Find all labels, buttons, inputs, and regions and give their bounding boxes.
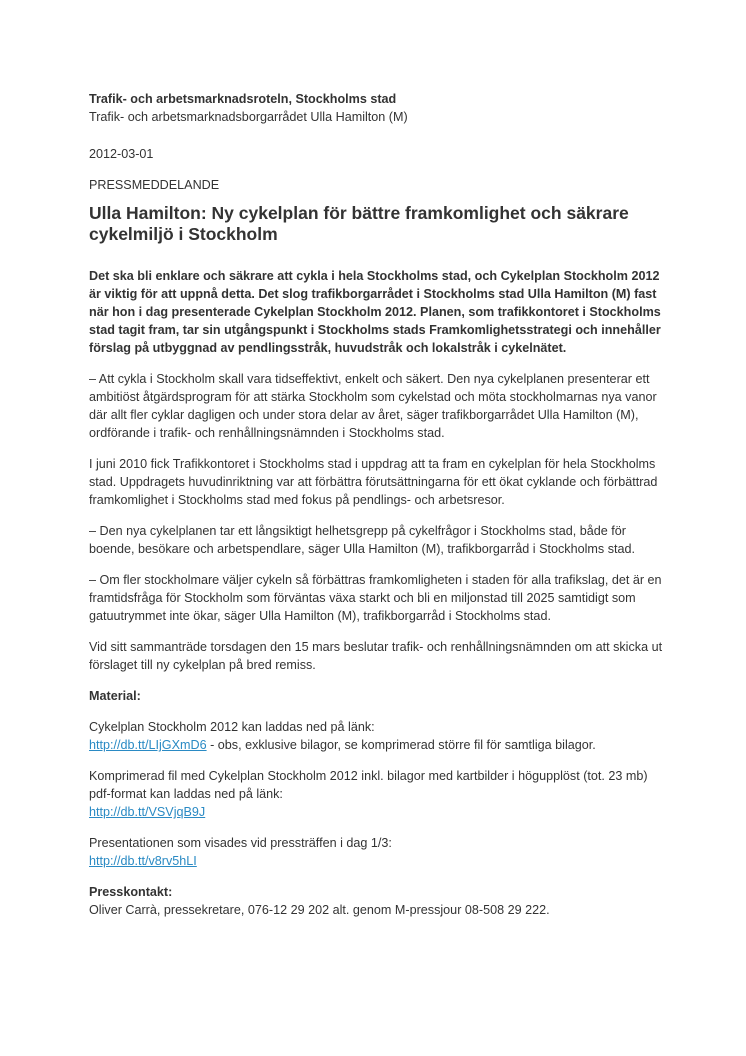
body-paragraph: Vid sitt sammanträde torsdagen den 15 mars beslutar trafik- och renhållningsnämnden om att skicka ut förslaget till ny cykelplan på bred remiss. [89, 640, 663, 672]
body-paragraph: I juni 2010 fick Trafikkontoret i Stockholms stad i uppdrag att ta fram en cykelplan för hela Stockholms stad. Uppdragets huvudinriktning var att förbättra förutsättningarna för ett ökat cyklande och förbättrad framkomlighet i Stockholms stad med fokus på pendlings- och arbetsresor. [89, 457, 658, 507]
body-paragraph: – Den nya cykelplanen tar ett långsiktigt helhetsgrepp på cykelfrågor i Stockholms stad, både för boende, besökare och arbetspendlare, säger Ulla Hamilton (M), trafikborgarråd i Stockholms stad. [89, 524, 635, 556]
lead-paragraph: Det ska bli enklare och säkrare att cykla i hela Stockholms stad, och Cykelplan Stockholm 2012 är viktig för att uppnå detta. Det slog trafikborgarrådet i Stockholms stad Ulla Hamilton (M) fast när hon i dag presenterade Cykelplan Stockholm 2012. Planen, som trafikkontoret i Stockholms stad tagit fram, tar sin utgångspunkt i Stockholms stads Framkomlighetsstrategi och innehåller förslag på utbyggnad av pendlingsstråk, huvudstråk och lokalstråk i cykelnätet. [89, 269, 661, 355]
material-item-line [89, 736, 669, 754]
body-paragraph: – Att cykla i Stockholm skall vara tidseffektivt, enkelt och säkert. Den nya cykelplanen presenterar ett ambitiöst åtgärdsprogram för att stärka Stockholm som cykelstad och möta stockholmarnas nya vanor där allt fler cyklar dagligen och under stora delar av året, säger trafikborgarrådet Ulla Hamilton (M), ordförande i trafik- och renhållningsnämnden i Stockholms stad. [89, 372, 657, 440]
body-paragraph: – Om fler stockholmare väljer cykeln så förbättras framkomligheten i staden för alla trafikslag, det är en framtidsfråga för Stockholm som förväntas växa starkt och bli en miljonstad till 2025 samtidigt som gatuutrymmet inte ökar, säger Ulla Hamilton (M), trafikborgarråd i Stockholms stad. [89, 573, 662, 623]
material-item-text: Cykelplan Stockholm 2012 kan laddas ned på länk: [89, 720, 375, 734]
material-item-1 [89, 718, 669, 754]
material-item-text: Presentationen som visades vid pressträffen i dag 1/3: [89, 836, 392, 850]
contact-heading: Presskontakt: [89, 885, 173, 899]
presentation-link[interactable]: http://db.tt/v8rv5hLI [89, 854, 197, 868]
sender-name: Trafik- och arbetsmarknadsborgarrådet Ulla Hamilton (M) [89, 110, 408, 124]
material-item-text: Komprimerad fil med Cykelplan Stockholm 2012 inkl. bilagor med kartbilder i högupplöst (tot. 23 mb) pdf-format kan laddas ned på länk: [89, 769, 648, 801]
document-type-label: PRESSMEDDELANDE [89, 178, 220, 192]
headline: Ulla Hamilton: Ny cykelplan för bättre framkomlighet och säkrare cykelmiljö i Stockholm [89, 203, 629, 244]
material-item-3 [89, 834, 669, 870]
cykelplan-link[interactable]: http://db.tt/LIjGXmD6 [89, 738, 207, 752]
material-item-note: - obs, exklusive bilagor, se komprimerad större fil för samtliga bilagor. [206, 738, 596, 752]
material-heading: Material: [89, 689, 141, 703]
contact-text: Oliver Carrà, pressekretare, 076-12 29 202 alt. genom M-pressjour 08-508 29 222. [89, 903, 550, 917]
material-item-2 [89, 767, 669, 821]
compressed-file-link[interactable]: http://db.tt/VSVjqB9J [89, 805, 206, 819]
press-release [89, 90, 669, 919]
release-date: 2012-03-01 [89, 147, 154, 161]
organization-name: Trafik- och arbetsmarknadsroteln, Stockholms stad [89, 92, 397, 106]
